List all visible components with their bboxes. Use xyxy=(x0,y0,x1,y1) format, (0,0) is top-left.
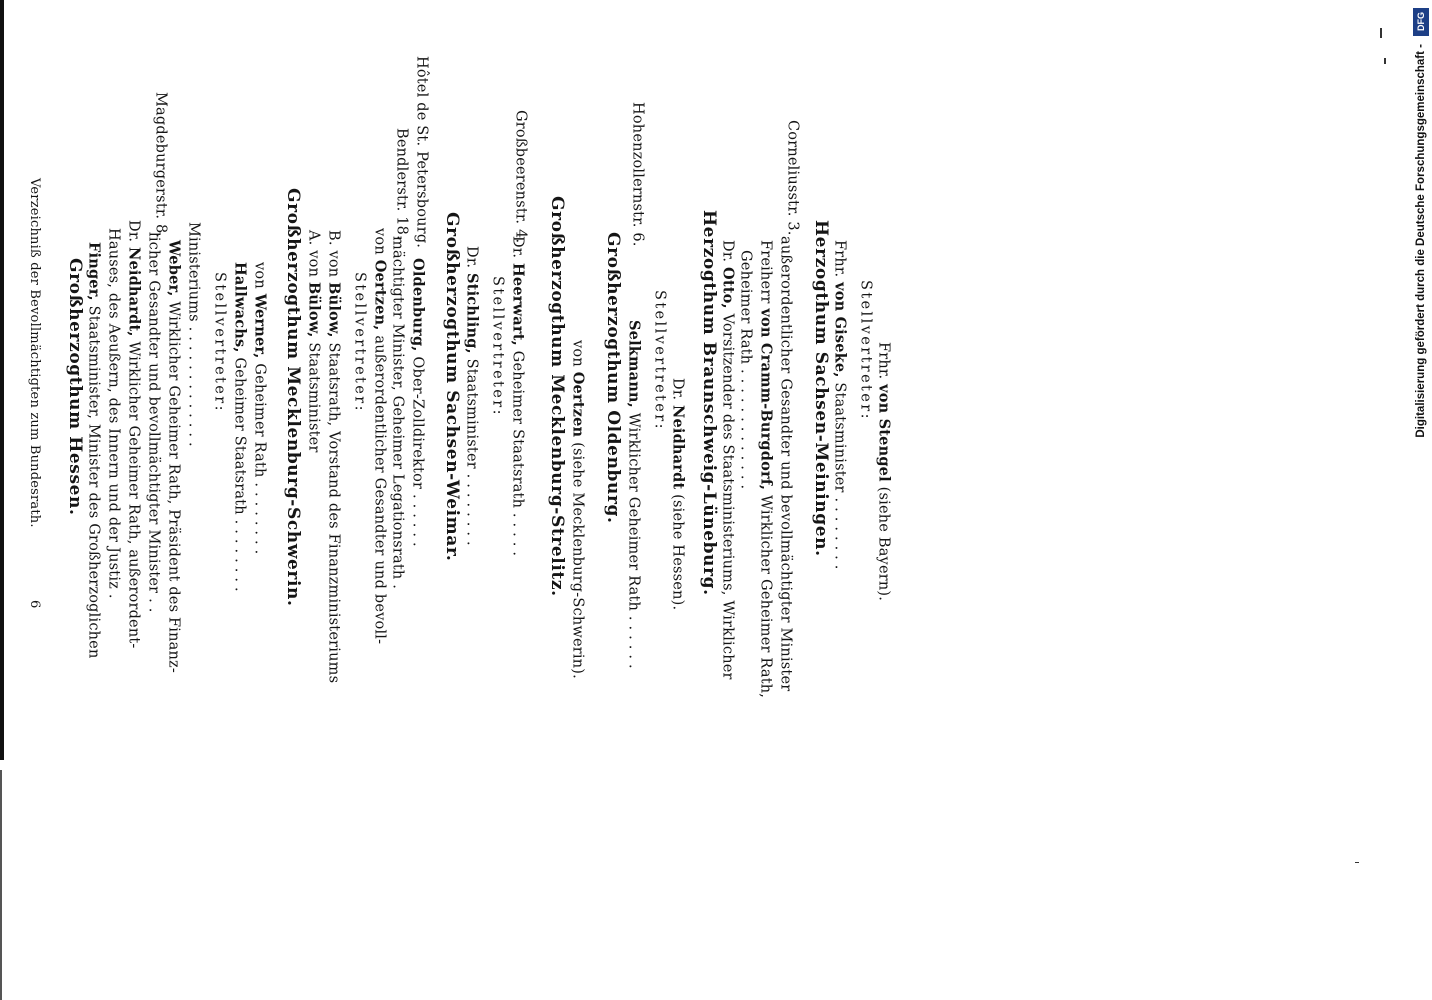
title-prefix: Dr. xyxy=(125,220,142,243)
person-name: Oertzen, xyxy=(371,259,389,331)
sub-heading-deputies: Stellvertreter: xyxy=(857,280,874,421)
person-name: Oertzen xyxy=(569,371,587,438)
title-prefix: Dr. xyxy=(669,378,686,401)
entry-line xyxy=(306,230,321,453)
entry-line xyxy=(510,236,525,556)
name-prefix: von xyxy=(371,228,388,255)
title-prefix: Dr. xyxy=(719,240,736,263)
entry-line xyxy=(326,230,341,683)
section-heading-sachsen-weimar: Großherzogthum Sachsen-Weimar. xyxy=(442,212,462,562)
dfg-logo: DFG xyxy=(1413,8,1429,36)
scan-speck xyxy=(1380,28,1382,38)
name-prefix: Frhr. xyxy=(831,240,848,278)
person-name: Werner, xyxy=(251,293,269,359)
entry-text: Wirklicher Geheimer Rath, außerordent- xyxy=(125,341,142,649)
entry-line xyxy=(410,258,425,547)
page-edge-shadow xyxy=(0,0,4,760)
address: Hôtel de St. Petersbourg. xyxy=(413,56,430,249)
section-heading-braunschweig: Herzogthum Braunschweig-Lüneburg. xyxy=(699,210,719,596)
sub-heading-deputies: Stellvertreter: xyxy=(211,272,228,413)
entry-line xyxy=(372,228,387,644)
sub-heading-deputies: Stellvertreter: xyxy=(651,290,668,431)
entry-line: mächtigter Minister, Geheimer Legationsrath . xyxy=(389,236,406,590)
name-prefix: A. von xyxy=(305,230,322,278)
person-name: Finger, xyxy=(85,242,103,301)
address: Großbeerenstr. 4. xyxy=(512,110,529,244)
entry-line xyxy=(232,262,247,592)
entry-text: (siehe Bayern). xyxy=(875,486,892,602)
person-name: von Stengel xyxy=(875,384,893,482)
name-prefix: Freiherr xyxy=(757,240,774,304)
section-heading-sachsen-meiningen: Herzogthum Sachsen-Meiningen. xyxy=(811,220,831,557)
entry-line xyxy=(670,378,685,610)
page-edge-shadow-lower xyxy=(0,770,2,1000)
person-name: Hallwachs, xyxy=(231,262,249,353)
scan-speck xyxy=(1355,862,1359,863)
scan-speck xyxy=(1384,58,1386,64)
entry-line xyxy=(252,262,267,554)
section-heading-mecklenburg-schwerin: Großherzogthum Mecklenburg-Schwerin. xyxy=(283,188,303,607)
entry-line xyxy=(720,240,735,680)
entry-text: außerordentlicher Gesandter und bevoll- xyxy=(371,335,388,645)
entry-text: Geheimer Rath . . . . . . . . xyxy=(251,363,268,555)
name-prefix: Frhr. xyxy=(875,342,892,380)
person-name: Heerwart, xyxy=(509,263,527,346)
entry-text: Staatsminister . . . . . . . . xyxy=(831,382,848,570)
name-prefix: B. von xyxy=(325,230,342,278)
entry-text: Wirklicher Geheimer Rath, Präsident des Finanz- xyxy=(165,301,182,673)
person-name: Bülow, xyxy=(305,281,323,338)
entry-line: Ministeriums . . . . . . . . . . . . . xyxy=(185,222,202,447)
entry-text: Wirklicher Geheimer Rath, xyxy=(757,494,774,699)
running-head: Verzeichniß der Bevollmächtigten zum Bundesrath. xyxy=(27,178,42,528)
address: Bendlerstr. 18. xyxy=(393,128,410,240)
entry-text: Ober-Zolldirektor . . . . . . xyxy=(409,356,426,547)
entry-text: Staatsminister, Minister des Großherzoglichen xyxy=(85,305,102,659)
person-name: von Cramm-Burgdorf, xyxy=(757,308,775,491)
entry-line xyxy=(86,242,101,659)
person-name: von Giseke, xyxy=(831,282,849,378)
person-name: Neidhardt xyxy=(669,405,687,490)
title-prefix: Dr. xyxy=(463,246,480,269)
entry-line: licher Gesandter und bevollmächtigter Minister . . xyxy=(145,232,162,613)
entry-line xyxy=(626,320,641,669)
section-heading-oldenburg: Großherzogthum Oldenburg. xyxy=(603,232,623,524)
entry-line: Geheimer Rath . . . . . . . . . . . . . xyxy=(737,250,754,490)
entry-line: Hauses, des Aeußern, des Innern und der Justiz . xyxy=(105,228,122,599)
entry-text: Staatsminister . . . . . . . . xyxy=(463,358,480,546)
entry-line xyxy=(126,220,141,649)
page-number: 6 xyxy=(27,600,42,609)
person-name: Oldenburg, xyxy=(409,258,427,352)
person-name: Bülow, xyxy=(325,282,343,338)
entry-line xyxy=(876,342,891,601)
sub-heading-deputies: Stellvertreter: xyxy=(351,272,368,413)
entry-text: (siehe Hessen). xyxy=(669,494,686,611)
section-heading-mecklenburg-strelitz: Großherzogthum Mecklenburg-Strelitz. xyxy=(547,196,567,597)
entry-line xyxy=(166,240,181,673)
name-prefix: von xyxy=(569,340,586,367)
person-name: Weber, xyxy=(165,240,183,297)
address: Magdeburgerstr. 8. xyxy=(152,92,169,239)
entry-text: (siehe Mecklenburg-Schwerin). xyxy=(569,442,586,679)
entry-text: Staatsrath, Vorstand des Finanzministeriums xyxy=(325,342,342,684)
address: Hohenzollernstr. 6. xyxy=(629,102,646,247)
entry-text: Vorsitzender des Staatsministeriums, Wirklicher xyxy=(719,313,736,680)
person-name: Stichling, xyxy=(463,273,481,354)
name-prefix: von xyxy=(251,262,268,289)
section-heading-hessen: Großherzogthum Hessen. xyxy=(65,258,85,516)
sub-heading-deputies: Stellvertreter: xyxy=(489,276,506,417)
entry-text: Wirklicher Geheimer Rath . . . . . . xyxy=(625,412,642,669)
entry-line xyxy=(570,340,585,679)
entry-line: außerordentlicher Gesandter und bevollmächtigter Minister xyxy=(777,236,794,692)
entry-line xyxy=(832,240,847,570)
entry-text: Geheimer Staatsrath . . . . . xyxy=(509,350,526,557)
person-name: Selkmann, xyxy=(625,320,643,408)
address: Corneliusstr. 3. xyxy=(784,120,801,236)
person-name: Neidhardt, xyxy=(125,247,143,337)
entry-text: Geheimer Staatsrath . . . . . . . . xyxy=(231,357,248,592)
person-name: Otto, xyxy=(719,267,737,309)
title-prefix: Dr. xyxy=(509,236,526,259)
entry-line xyxy=(464,246,479,546)
digitization-credit: Digitalisierung gefördert durch die Deutsche Forschungsgemeinschaft - xyxy=(1415,44,1427,438)
entry-line xyxy=(758,240,773,698)
entry-text: Staatsminister xyxy=(305,342,322,453)
